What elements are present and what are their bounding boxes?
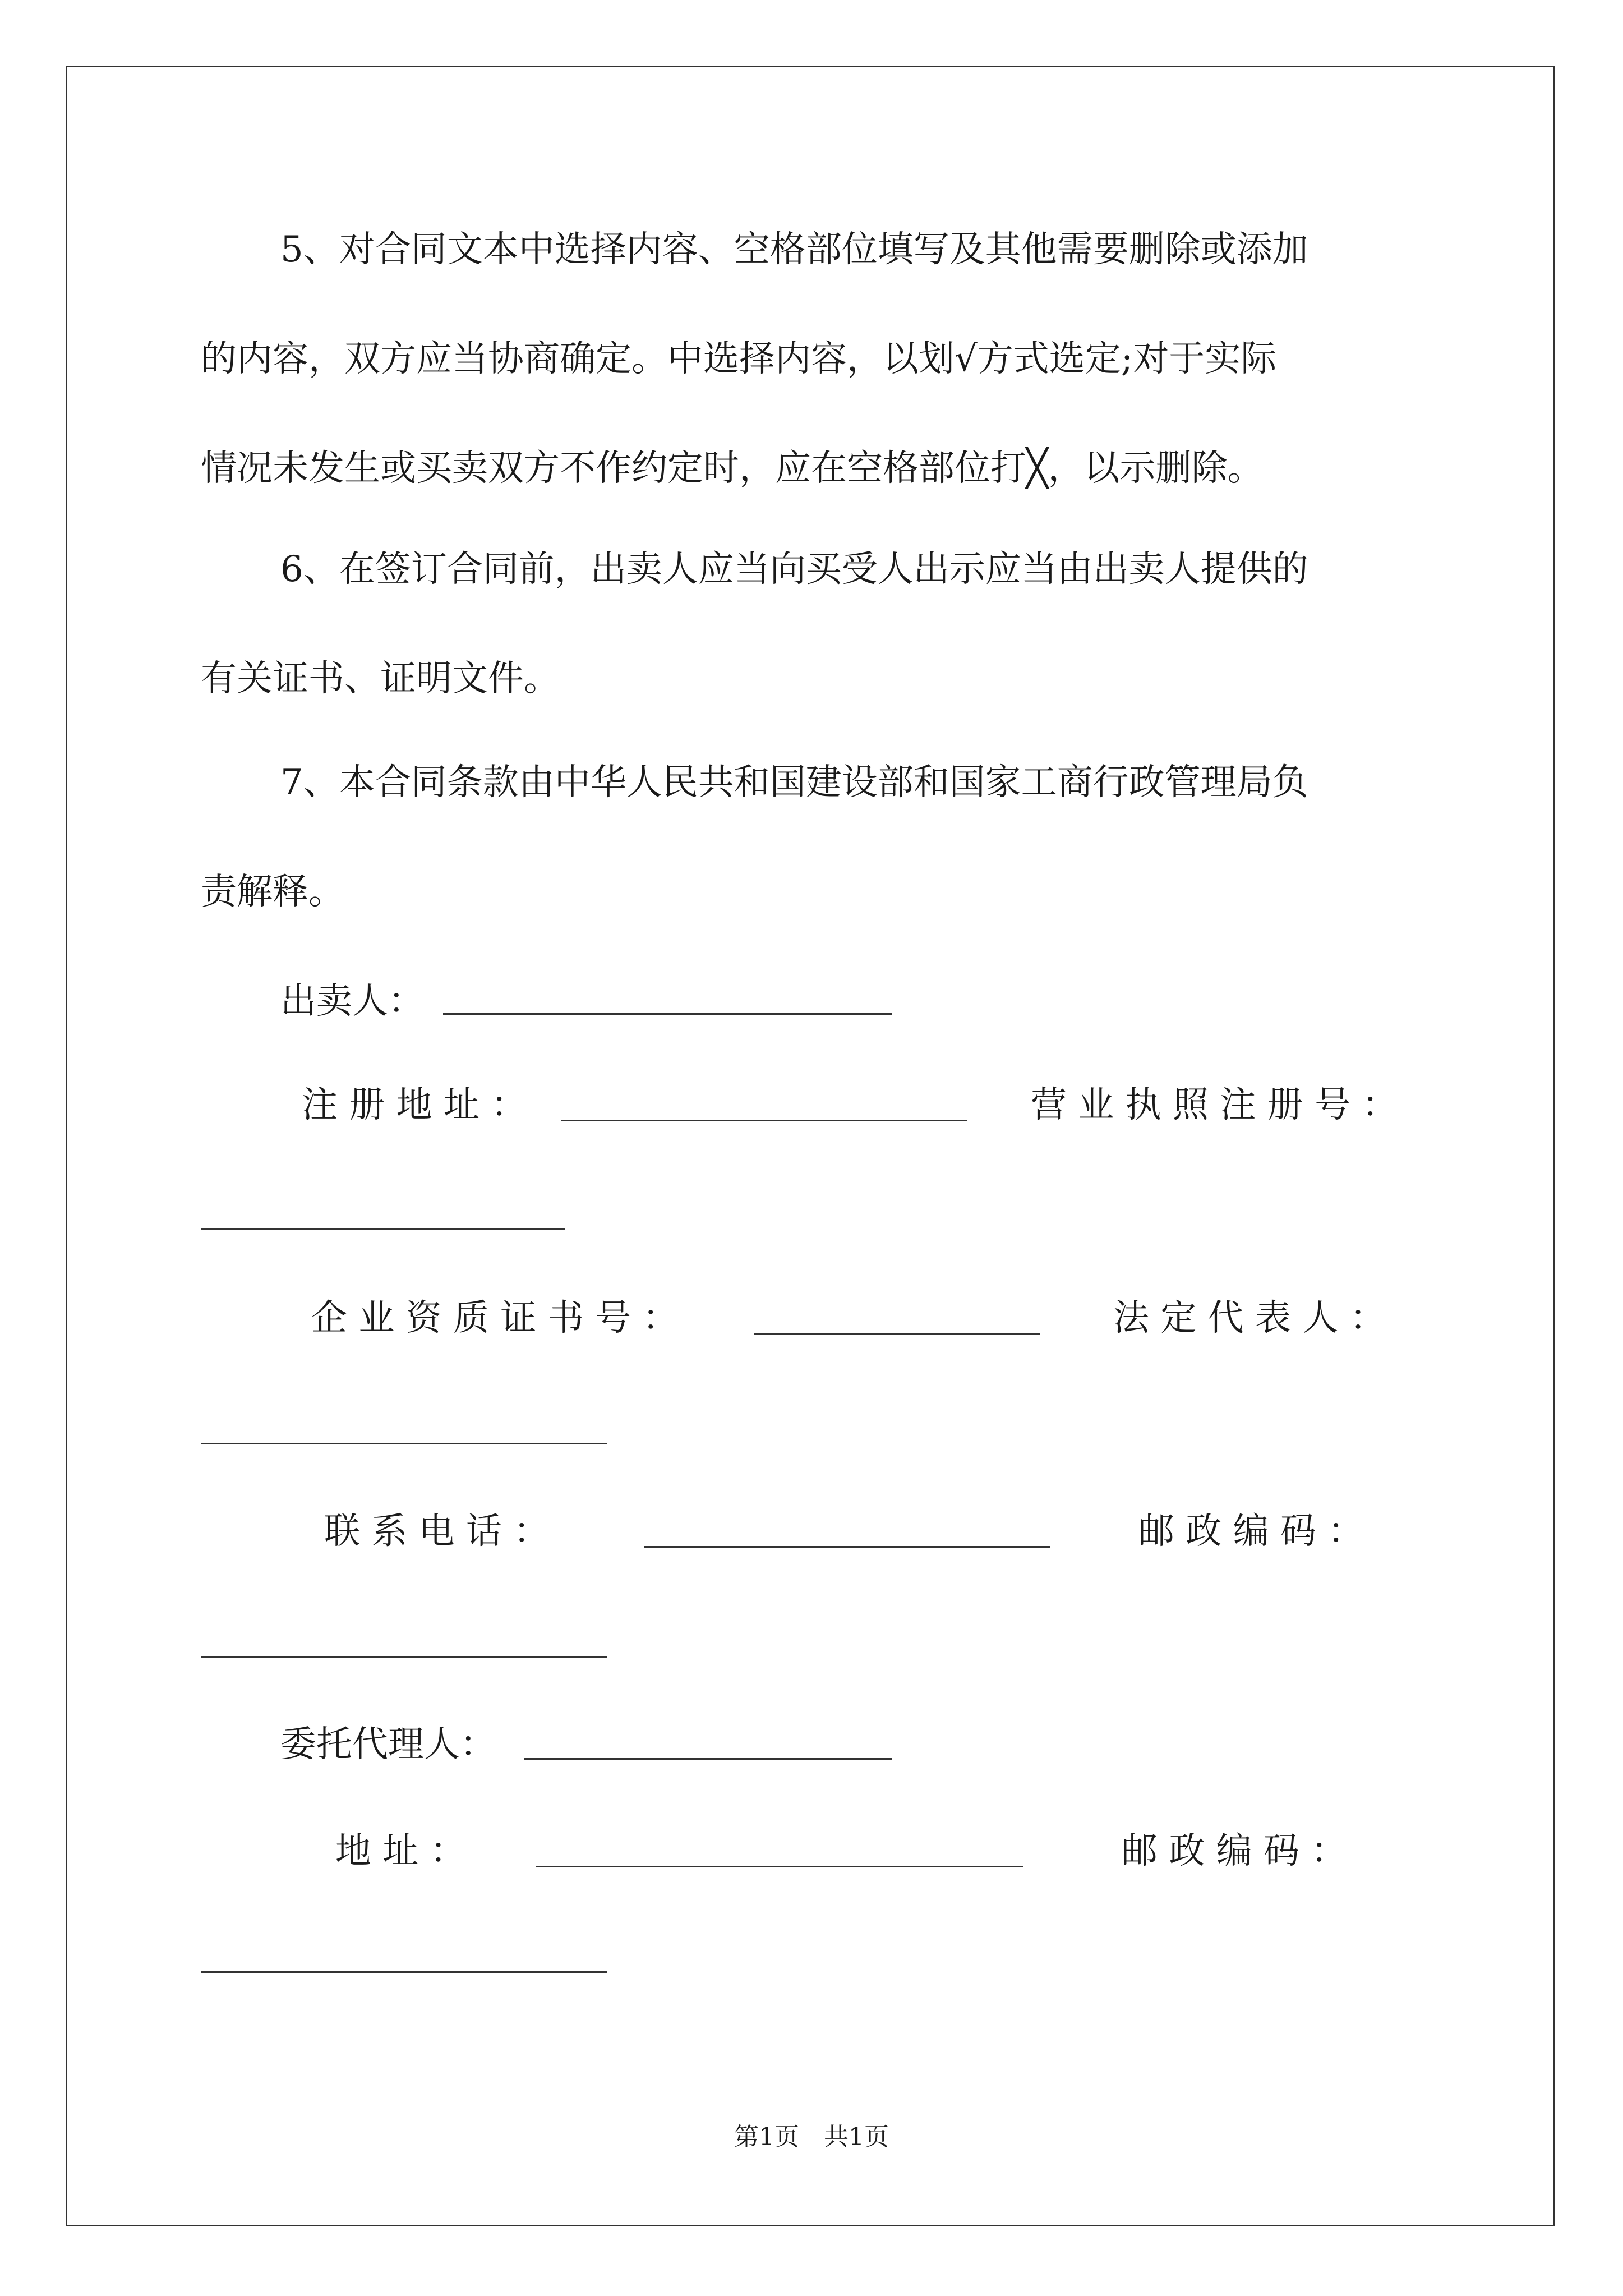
page-number-footer: 第1页 共1页 (734, 2123, 889, 2151)
note-6-line-1: 6、在签订合同前，出卖人应当向买受人出示应当由出卖人提供的 (280, 549, 1308, 590)
note-5-line-3: 情况未发生或买卖双方不作约定时，应在空格部位打╳，以示删除。 (201, 448, 1264, 489)
agent-label: 委托代理人： (280, 1724, 496, 1765)
postcode-field[interactable] (201, 1656, 607, 1658)
phone-label: 联 系 电 话 ： (324, 1511, 550, 1552)
seller-name-label: 出卖人： (280, 981, 424, 1022)
reg-address-label: 注 册 地 址 ： (302, 1084, 527, 1126)
agent-postcode-field[interactable] (201, 1971, 607, 1973)
note-7-line-2: 责解释。 (201, 871, 344, 913)
note-6-line-2: 有关证书、证明文件。 (201, 658, 560, 700)
note-5-line-1: 5、对合同文本中选择内容、空格部位填写及其他需要删除或添加 (280, 229, 1308, 270)
qualification-label: 企 业 资 质 证 书 号 ： (311, 1297, 679, 1339)
note-7-line-1: 7、本合同条款由中华人民共和国建设部和国家工商行政管理局负 (280, 762, 1308, 803)
agent-field[interactable] (524, 1758, 892, 1760)
reg-address-field[interactable] (561, 1120, 967, 1121)
postcode-label: 邮 政 编 码 ： (1138, 1511, 1364, 1552)
agent-address-label: 地 址 ： (335, 1830, 466, 1872)
license-no-field[interactable] (201, 1228, 565, 1230)
agent-address-field[interactable] (536, 1866, 1023, 1867)
seller-name-field[interactable] (443, 1013, 892, 1015)
page-border (66, 66, 1555, 2226)
qualification-field[interactable] (754, 1333, 1040, 1335)
note-5-line-2: 的内容，双方应当协商确定。中选择内容，以划√方式选定;对于实际 (201, 338, 1277, 380)
agent-postcode-label: 邮 政 编 码 ： (1122, 1830, 1347, 1872)
legal-rep-label: 法 定 代 表 人 ： (1113, 1297, 1386, 1339)
license-no-label: 营 业 执 照 注 册 号 ： (1031, 1084, 1398, 1126)
legal-rep-field[interactable] (201, 1443, 607, 1444)
phone-field[interactable] (644, 1546, 1050, 1548)
